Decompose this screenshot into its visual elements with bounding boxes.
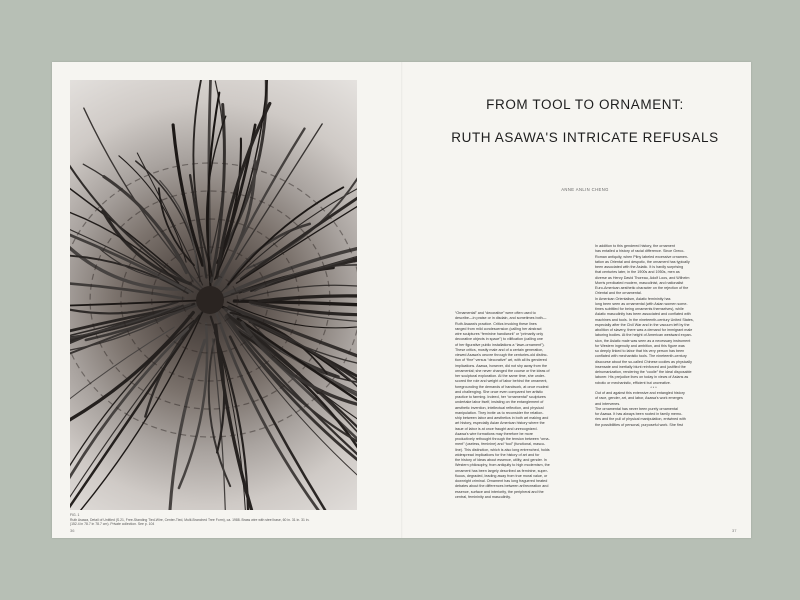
body-text-line: Roman antiquity, when Pliny labeled excessive ornamen- <box>595 254 689 259</box>
body-text-line: viewed Asawa's oeuvre through the centuries-old distinc- <box>455 353 548 357</box>
body-text-line: her sculptural exploration. At the same time, she under- <box>455 374 546 378</box>
body-column-left <box>455 311 573 500</box>
wire-strand <box>231 202 357 294</box>
body-text-line: issue of labor is at once fraught and unrecognized. <box>455 426 538 431</box>
author-name: ANNE ANLIN CHENG <box>561 187 609 192</box>
body-text-line: decorative objects in space”) to vilification (calling one <box>455 337 543 342</box>
body-text-line: has entailed a history of racial difference. Since Greco- <box>595 249 685 254</box>
body-text-line: undertake labor itself, insisting on the entanglement of <box>455 400 544 405</box>
body-text-line: debates about the differences between art/recreation and <box>455 484 549 489</box>
body-text-line: times subtitled for being ornaments themselves), while <box>595 307 684 311</box>
body-text-line: productively rethought through the tension between “orna- <box>455 437 550 441</box>
body-text-line: The ornamental has never been purely ornamental <box>595 406 678 411</box>
body-text-line: “Ornamental” and “decorative” were often used to <box>455 311 536 315</box>
body-text-line: long been seen as ornamental (with Asian women some- <box>595 301 688 306</box>
body-text-line: for Western ingenuity and ambition, and this figure was <box>595 343 685 348</box>
body-text-line: laborer. His prejudice lives on today in views of Asians as <box>595 375 689 380</box>
caption-line: Ruth Asawa, Detail of Untitled (S.21, Free-Standing Tied-Wire, Center-Tied, Multi-Branched Tree Form), ca. 1988. Brass wire with steel base, 60 in. 31 in. 31 in. <box>70 517 310 522</box>
wire-core-knot <box>196 286 224 314</box>
book-spread <box>52 62 751 538</box>
essay-title-line-2: RUTH ASAWA'S INTRICATE REFUSALS <box>451 130 719 145</box>
body-text-line: of race, gender, art, and labor, Asawa's work emerges <box>595 396 683 401</box>
body-text-line: diverse as Henry David Thoreau, Adolf Loos, and Wilhelm <box>595 275 690 280</box>
body-text-line: downright criminal. Ornament has long fraguered heated <box>455 479 548 483</box>
body-text-line: conflated with mechanistic tools. The nineteenth-century <box>595 354 687 359</box>
body-text-line: the possibilities of personal, purposeful work. She first <box>595 422 683 427</box>
body-text-line: foregrounding the demands of handwork, at once modest <box>455 384 549 389</box>
body-text-line: and challenging. She once even compared her artistic <box>455 389 543 394</box>
body-text-line: abolition of slavery, there was a demand for immigrant male <box>595 328 693 332</box>
body-text-line: essence, surface and interiority, the peripheral and the <box>455 489 544 494</box>
figure-caption <box>70 513 370 527</box>
wire-sculpture-photo <box>70 80 357 510</box>
body-text-line: dehumanization, rendering the “coolie” the ideal disposable <box>595 370 692 374</box>
body-text-line: art history, especially Asian American history where the <box>455 421 545 426</box>
body-text-line: implications. Asawa, however, did not shy away from the <box>455 363 548 368</box>
body-text-line: Oriental and the ornamental. <box>595 291 642 296</box>
wire-sculpture-drawing <box>70 80 357 510</box>
page-number-left: 36 <box>70 528 75 533</box>
body-text-line: scored the role and weight of labor behind the ornament, <box>455 379 548 384</box>
essay-title-line-1: FROM TOOL TO ORNAMENT: <box>486 97 684 112</box>
body-text-line: ship between labor and aesthetics in both art making and <box>455 416 549 420</box>
body-text-line: been associated with the Asiatic. It is hardly surprising <box>595 265 684 269</box>
body-text-line: laboring bodies. At the height of American westward expan- <box>595 333 692 338</box>
body-text-line: fluous, degraded, leading away from true moral value, or <box>455 473 548 478</box>
body-text-line: for Asawa. It has always been rooted in family memo- <box>595 412 683 416</box>
body-text-line: In addition to this gendered history, the ornament <box>595 244 675 248</box>
body-text-line: In American Orientalism, Asiatic femininity has <box>595 296 671 301</box>
body-text-line: Asiatic masculinity has been associated and conflated with <box>595 312 691 317</box>
body-text-line: ries and the pull of physical manipulation, entwined with <box>595 417 686 422</box>
body-text-line: ranged from mild condescension (calling her abstract <box>455 326 542 331</box>
body-text-line: aesthetic invention, intellectual reflection, and physical <box>455 405 544 410</box>
body-text-line: so deeply linked to labor that his very person has been <box>595 349 685 353</box>
body-text-line: Euro-American aesthetic character on the rejection of the <box>595 286 689 290</box>
body-text-line: that centuries later, in the 1900s and 1950s, men as <box>595 270 680 275</box>
body-text-line: ornament has been largely described as feminine, super- <box>455 468 549 473</box>
body-text-line: manipulation. They invite us to reconsider the relation- <box>455 410 544 415</box>
book-gutter <box>401 62 403 538</box>
body-text-line: line). This distinction, which is also long entrenched, holds <box>455 447 550 452</box>
body-text-line: tation as Oriental and despotic, the ornament has typically <box>595 259 690 264</box>
body-text-line: widespread implications for the history of art and for <box>455 452 540 457</box>
body-text-line: Morris predicated modern, masculinist, and nationalist <box>595 280 684 285</box>
body-text-line: and intervenes. <box>595 401 621 406</box>
body-column-right-part-1 <box>595 244 713 386</box>
body-text-line: insensate and inertially blunt reinforced and justified the <box>595 364 686 369</box>
body-text-line: Western philosophy, from antiquity to high modernism, the <box>455 463 550 468</box>
body-text-line: wire sculptures “feminine handiwork” or “primarily only <box>455 332 544 336</box>
body-text-line: practice to farming. Indeed, her “ornamental” sculptures <box>455 395 546 399</box>
caption-line: FIG. 1 <box>70 513 80 517</box>
body-text-line: of her figurative public installations a “lawn-ornament”). <box>455 342 545 347</box>
body-text-line: machines and tools. In the nineteenth-century United States, <box>595 317 694 322</box>
body-text-line: ornamental; she never changed the course or the ideas of <box>455 368 550 373</box>
body-text-line: discourse about the so-called Chinese coolies as physically <box>595 359 692 364</box>
body-text-line: central, femininity and masculinity. <box>455 494 511 499</box>
page-number-right: 37 <box>732 528 737 533</box>
body-text-line: Out of and against this extensive and entangled history <box>595 391 685 395</box>
section-break-asterisks: *** <box>650 385 658 390</box>
caption-line: (152.4 in 78.7 in 78.7 cm). Private collection. See p. 104 <box>70 522 155 527</box>
body-text-line: robotic or mechanistic, efficient but uncreative. <box>595 380 671 385</box>
body-column-right-part-2 <box>595 391 713 428</box>
body-text-line: Asawa's wire formations may therefore be more <box>455 431 533 436</box>
body-text-line: tion of “fine” versus “decorative” art, with all its gendered <box>455 358 547 363</box>
body-text-line: These critics, mostly male and of a certain generation, <box>455 347 544 352</box>
body-text-line: ment” (useless, feminine) and “tool” (functional, mascu- <box>455 442 546 447</box>
body-text-line: describe—in praise or in disdain, and sometimes both— <box>455 316 547 321</box>
body-text-line: the history of ideas about essence, utility, and gender. In <box>455 458 547 462</box>
body-text-line: sion, the Asiatic male was seen as a necessary instrument <box>595 338 691 343</box>
body-text-line: especially after the Civil War and in the vacuum left by the <box>595 322 690 327</box>
body-text-line: Ruth Asawa's practice. Critics invoking these lines <box>455 321 537 326</box>
body-column-right <box>595 244 713 428</box>
